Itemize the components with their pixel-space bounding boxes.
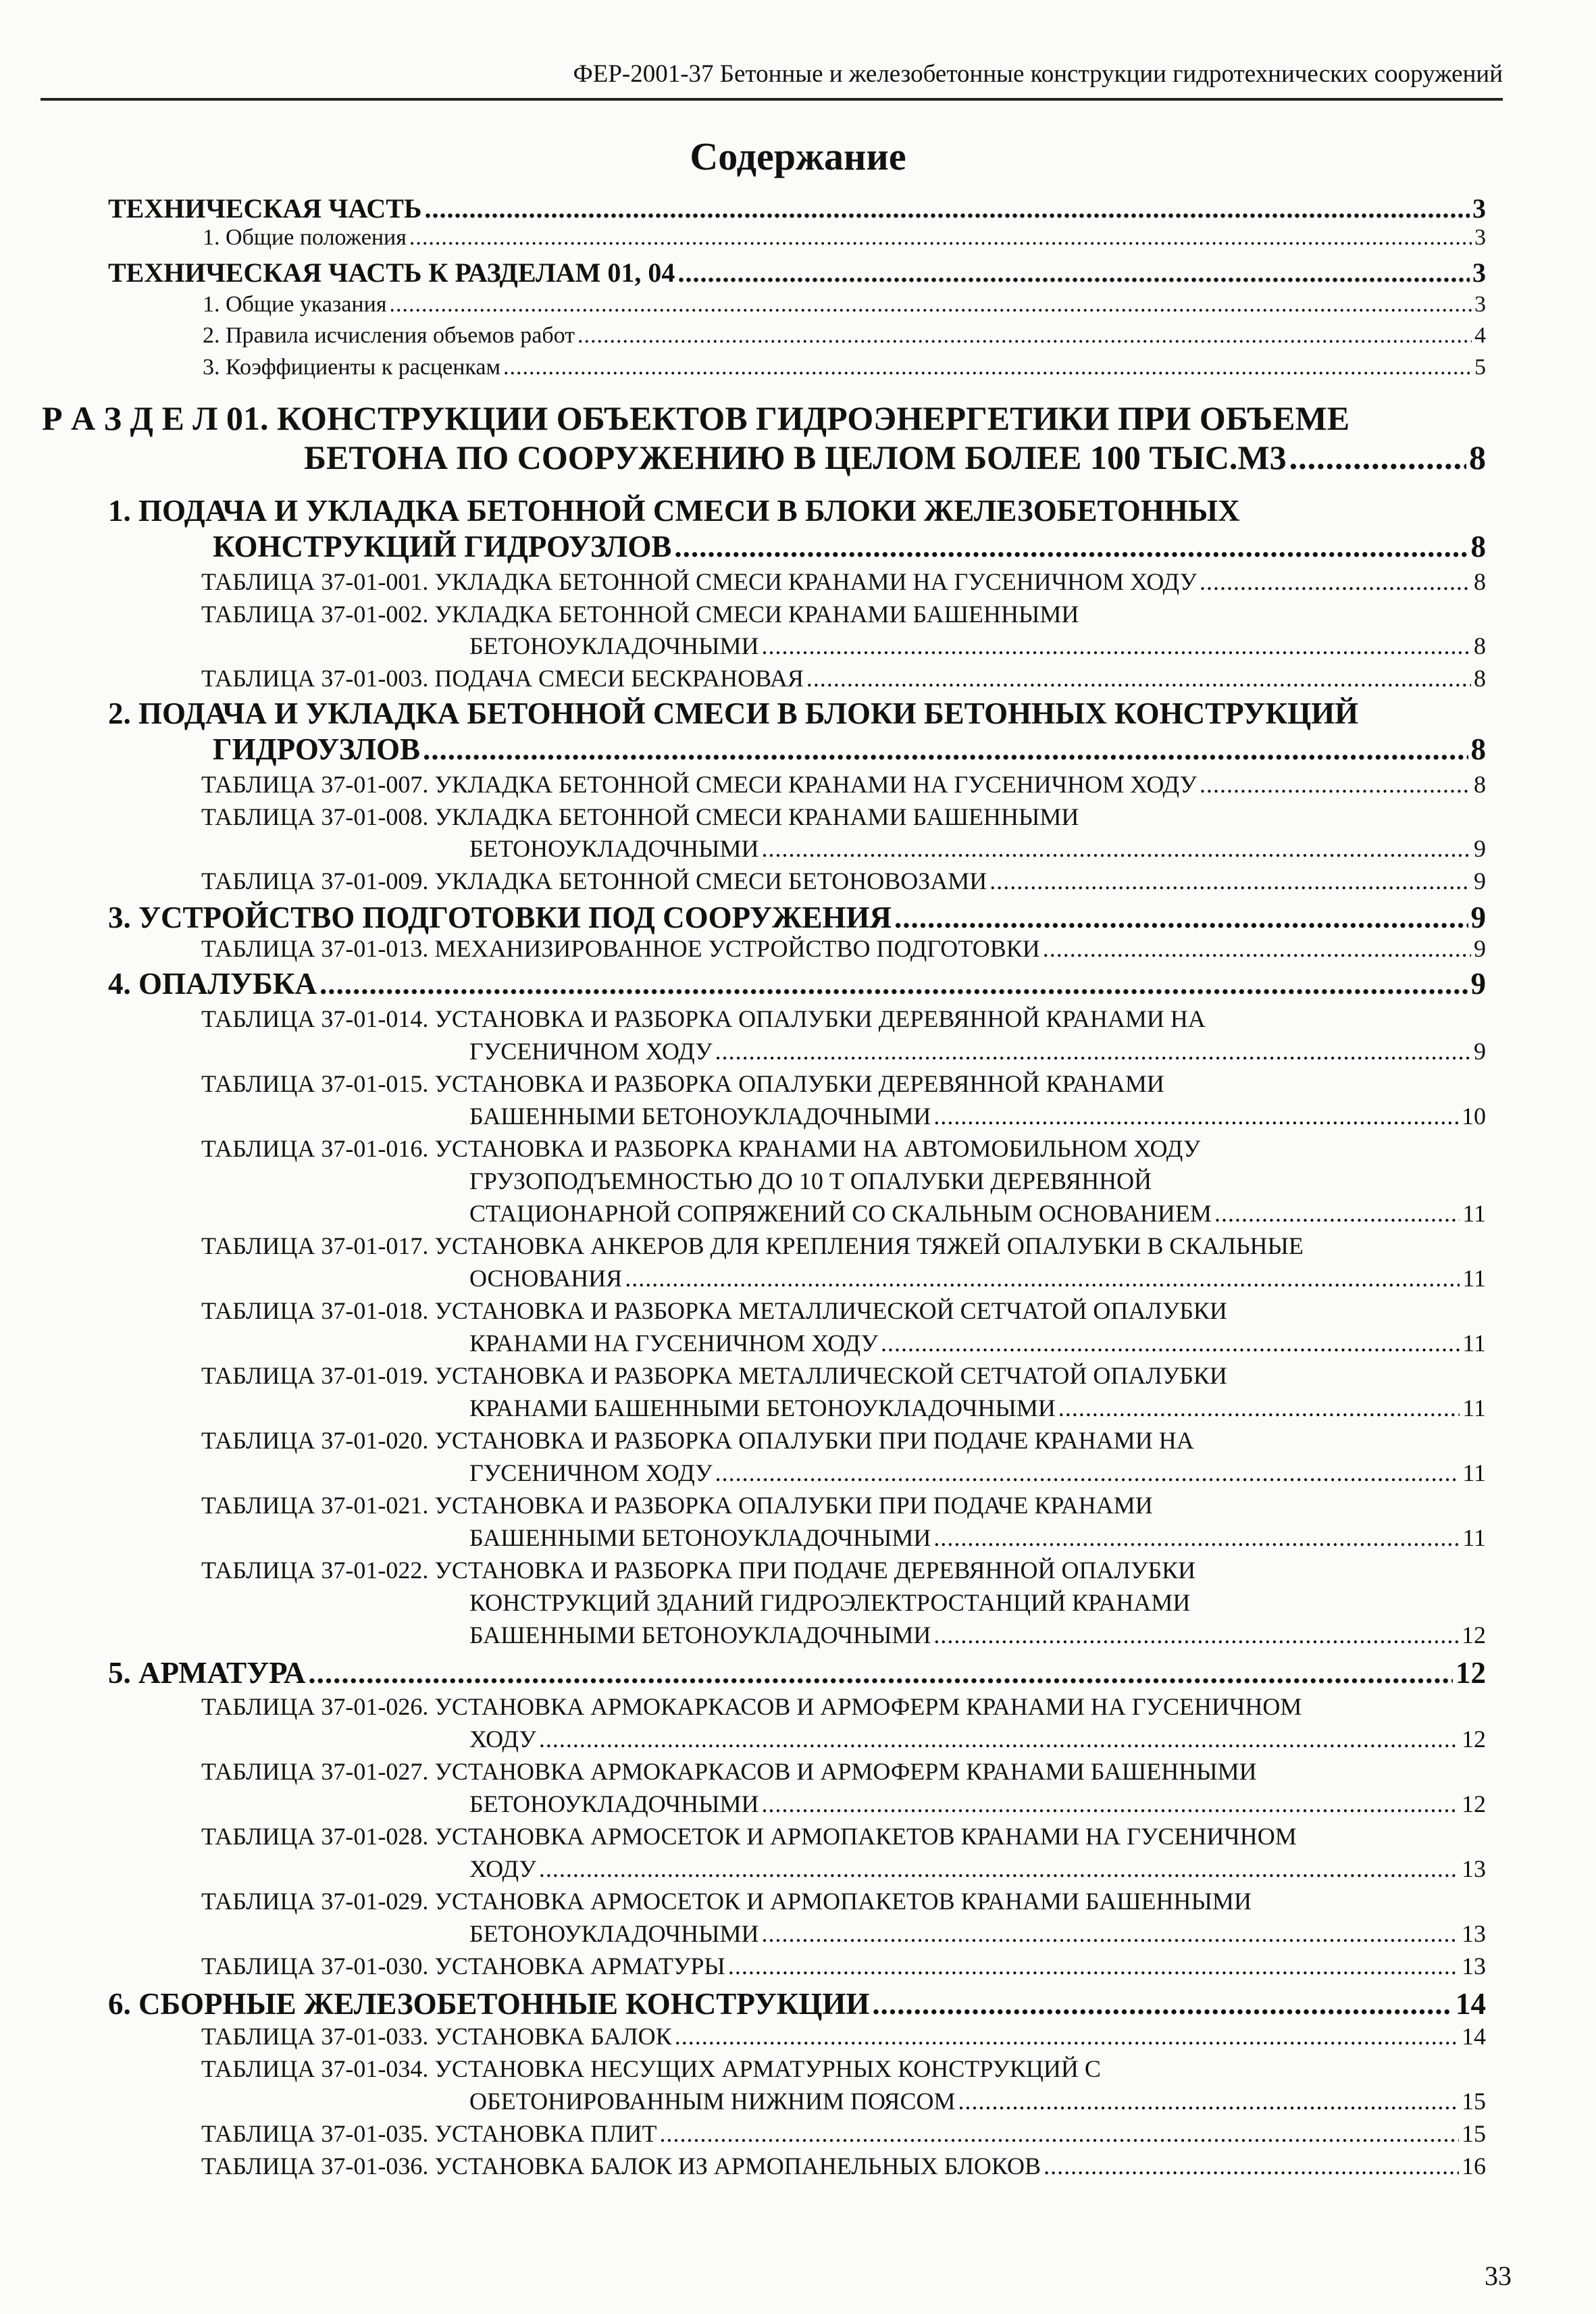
toc-entry-page: 11 bbox=[1462, 1330, 1486, 1357]
toc-entry-page: 10 bbox=[1462, 1103, 1486, 1130]
toc-entry-title: СТАЦИОНАРНОЙ СОПРЯЖЕНИЙ СО СКАЛЬНЫМ ОСНОВАНИЕМ bbox=[469, 1200, 1212, 1227]
dot-leader bbox=[659, 2119, 1459, 2148]
toc-entry-page: 9 bbox=[1470, 901, 1486, 934]
running-header: ФЕР-2001-37 Бетонные и железобетонные конструкции гидротехнических сооружений bbox=[41, 59, 1503, 101]
toc-entry bbox=[201, 664, 1486, 693]
dot-leader bbox=[675, 2022, 1459, 2051]
page-title: Содержание bbox=[690, 134, 906, 178]
dot-leader bbox=[894, 900, 1468, 935]
toc-entry bbox=[469, 1621, 1486, 1649]
dot-leader bbox=[728, 1952, 1459, 1980]
toc-entry-title: ГУСЕНИЧНОМ ХОДУ bbox=[469, 1038, 713, 1065]
toc-entry-page: 11 bbox=[1462, 1459, 1486, 1486]
toc-entry-page: 16 bbox=[1462, 2153, 1486, 2180]
toc-entry bbox=[201, 1232, 1486, 1260]
toc-entry-page: 4 bbox=[1474, 323, 1486, 348]
dot-leader bbox=[715, 1037, 1471, 1065]
toc-entry bbox=[469, 1588, 1486, 1617]
toc-entry bbox=[201, 867, 1486, 895]
toc-entry bbox=[469, 1725, 1486, 1753]
toc-entry-title: КОНСТРУКЦИЙ ЗДАНИЙ ГИДРОЭЛЕКТРОСТАНЦИЙ КРАНАМИ bbox=[469, 1589, 1191, 1616]
toc-entry bbox=[108, 900, 1486, 935]
toc-entry bbox=[469, 1199, 1486, 1228]
toc-entry-title: 1. ПОДАЧА И УКЛАДКА БЕТОННОЙ СМЕСИ В БЛОКИ ЖЕЛЕЗОБЕТОННЫХ bbox=[108, 494, 1240, 528]
toc-entry bbox=[201, 600, 1486, 628]
toc-entry bbox=[469, 1459, 1486, 1487]
toc-entry-title: ТАБЛИЦА 37-01-034. УСТАНОВКА НЕСУЩИХ АРМАТУРНЫХ КОНСТРУКЦИЙ С bbox=[201, 2055, 1101, 2082]
dot-leader bbox=[389, 292, 1472, 318]
toc-entry-title: ТАБЛИЦА 37-01-013. МЕХАНИЗИРОВАННОЕ УСТРОЙСТВО ПОДГОТОВКИ bbox=[201, 935, 1040, 962]
toc-entry bbox=[213, 732, 1486, 767]
dot-leader bbox=[577, 323, 1472, 349]
toc-entry-title: ТАБЛИЦА 37-01-002. УКЛАДКА БЕТОННОЙ СМЕСИ КРАНАМИ БАШЕННЫМИ bbox=[201, 601, 1079, 628]
toc-entry-title: ТЕХНИЧЕСКАЯ ЧАСТЬ К РАЗДЕЛАМ 01, 04 bbox=[108, 257, 675, 288]
toc-entry bbox=[469, 1102, 1486, 1130]
toc-entry-title: ТАБЛИЦА 37-01-026. УСТАНОВКА АРМОКАРКАСОВ И АРМОФЕРМ КРАНАМИ НА ГУСЕНИЧНОМ bbox=[201, 1693, 1302, 1720]
toc-entry-title: 3. Коэффициенты к расценкам bbox=[203, 355, 501, 380]
toc-entry bbox=[201, 1692, 1486, 1721]
toc-entry bbox=[201, 1887, 1486, 1915]
toc-entry bbox=[203, 323, 1486, 349]
dot-leader bbox=[1058, 1394, 1460, 1422]
toc-entry bbox=[108, 1986, 1486, 2021]
toc-entry-title: ТАБЛИЦА 37-01-029. УСТАНОВКА АРМОСЕТОК И АРМОПАКЕТОВ КРАНАМИ БАШЕННЫМИ bbox=[201, 1888, 1252, 1915]
dot-leader bbox=[1200, 770, 1471, 799]
toc-entry-title: 2. Правила исчисления объемов работ bbox=[203, 323, 575, 348]
toc-entry bbox=[201, 1822, 1486, 1851]
toc-entry-title: БЕТОНОУКЛАДОЧНЫМИ bbox=[469, 835, 759, 862]
toc-entry bbox=[201, 934, 1486, 963]
dot-leader bbox=[625, 1264, 1460, 1292]
toc-entry bbox=[201, 770, 1486, 799]
toc-entry bbox=[108, 193, 1486, 224]
toc-entry-page: 15 bbox=[1462, 2088, 1486, 2115]
toc-entry-page: 11 bbox=[1462, 1200, 1486, 1227]
toc-entry-title: ТАБЛИЦА 37-01-028. УСТАНОВКА АРМОСЕТОК И АРМОПАКЕТОВ КРАНАМИ НА ГУСЕНИЧНОМ bbox=[201, 1823, 1297, 1850]
toc-entry-title: 2. ПОДАЧА И УКЛАДКА БЕТОННОЙ СМЕСИ В БЛОКИ БЕТОННЫХ КОНСТРУКЦИЙ bbox=[108, 697, 1359, 730]
toc-entry-title: ХОДУ bbox=[469, 1855, 536, 1882]
dot-leader bbox=[1043, 934, 1471, 963]
toc-entry bbox=[201, 1426, 1486, 1455]
toc-entry bbox=[201, 803, 1486, 831]
toc-entry-page: 12 bbox=[1462, 1790, 1486, 1817]
toc-entry-page: 8 bbox=[1474, 632, 1486, 659]
toc-entry-page: 15 bbox=[1462, 2120, 1486, 2147]
toc-entry-title: ОБЕТОНИРОВАННЫМ НИЖНИМ ПОЯСОМ bbox=[469, 2088, 956, 2115]
toc-entry bbox=[201, 1005, 1486, 1033]
toc-entry-title: ТАБЛИЦА 37-01-015. УСТАНОВКА И РАЗБОРКА ОПАЛУБКИ ДЕРЕВЯННОЙ КРАНАМИ bbox=[201, 1070, 1164, 1097]
toc-entry-title: 5. АРМАТУРА bbox=[108, 1656, 306, 1690]
toc-entry bbox=[469, 2087, 1486, 2115]
toc-entry-title: ТАБЛИЦА 37-01-020. УСТАНОВКА И РАЗБОРКА ОПАЛУБКИ ПРИ ПОДАЧЕ КРАНАМИ НА bbox=[201, 1427, 1194, 1454]
toc-entry-title: ТАБЛИЦА 37-01-003. ПОДАЧА СМЕСИ БЕСКРАНОВАЯ bbox=[201, 665, 804, 692]
toc-entry-title: ТАБЛИЦА 37-01-035. УСТАНОВКА ПЛИТ bbox=[201, 2120, 657, 2147]
toc-entry bbox=[201, 568, 1486, 596]
toc-entry-page: 9 bbox=[1474, 835, 1486, 862]
toc-entry-title: ТАБЛИЦА 37-01-019. УСТАНОВКА И РАЗБОРКА МЕТАЛЛИЧЕСКОЙ СЕТЧАТОЙ ОПАЛУБКИ bbox=[201, 1362, 1227, 1389]
toc-entry-title: 6. СБОРНЫЕ ЖЕЛЕЗОБЕТОННЫЕ КОНСТРУКЦИИ bbox=[108, 1987, 870, 2021]
toc-entry-page: 14 bbox=[1456, 1987, 1486, 2021]
toc-entry bbox=[469, 834, 1486, 863]
dot-leader bbox=[539, 1855, 1459, 1883]
toc-entry bbox=[469, 1394, 1486, 1422]
toc-entry-title: ТАБЛИЦА 37-01-014. УСТАНОВКА И РАЗБОРКА ОПАЛУБКИ ДЕРЕВЯННОЙ КРАНАМИ НА bbox=[201, 1005, 1206, 1032]
toc-entry-page: 12 bbox=[1456, 1656, 1486, 1690]
dot-leader bbox=[1200, 568, 1471, 596]
toc-entry bbox=[201, 1297, 1486, 1325]
toc-entry-title: ТАБЛИЦА 37-01-009. УКЛАДКА БЕТОННОЙ СМЕСИ БЕТОНОВОЗАМИ bbox=[201, 867, 987, 895]
toc-entry bbox=[201, 2022, 1486, 2051]
toc-entry bbox=[201, 1491, 1486, 1519]
toc-entry-page: 8 bbox=[1474, 568, 1486, 595]
toc-entry-title: БАШЕННЫМИ БЕТОНОУКЛАДОЧНЫМИ bbox=[469, 1524, 931, 1551]
dot-leader bbox=[308, 1655, 1453, 1690]
toc-entry-title: ХОДУ bbox=[469, 1726, 536, 1753]
toc-entry bbox=[304, 438, 1486, 477]
toc-entry bbox=[201, 1361, 1486, 1390]
dot-leader bbox=[539, 1725, 1459, 1753]
toc-entry bbox=[213, 529, 1486, 564]
toc-entry bbox=[469, 1524, 1486, 1552]
toc-entry-title: БЕТОНОУКЛАДОЧНЫМИ bbox=[469, 1920, 759, 1947]
toc-entry-page: 9 bbox=[1474, 935, 1486, 962]
dot-leader bbox=[933, 1621, 1459, 1649]
toc-entry-title: БЕТОНОУКЛАДОЧНЫМИ bbox=[469, 632, 759, 659]
dot-leader bbox=[503, 355, 1472, 380]
toc-entry-title: БАШЕННЫМИ БЕТОНОУКЛАДОЧНЫМИ bbox=[469, 1621, 931, 1649]
toc-entry-page: 13 bbox=[1462, 1953, 1486, 1980]
toc-entry bbox=[108, 493, 1486, 528]
toc-entry-page: 5 bbox=[1474, 355, 1486, 380]
toc-entry-title: 3. УСТРОЙСТВО ПОДГОТОВКИ ПОД СООРУЖЕНИЯ bbox=[108, 901, 892, 934]
toc-entry-page: 11 bbox=[1462, 1394, 1486, 1422]
toc-entry-title: ТАБЛИЦА 37-01-018. УСТАНОВКА И РАЗБОРКА МЕТАЛЛИЧЕСКОЙ СЕТЧАТОЙ ОПАЛУБКИ bbox=[201, 1297, 1227, 1324]
toc-entry-title: ТАБЛИЦА 37-01-007. УКЛАДКА БЕТОННОЙ СМЕСИ КРАНАМИ НА ГУСЕНИЧНОМ ХОДУ bbox=[201, 771, 1198, 798]
toc-entry-title: 1. Общие указания bbox=[203, 292, 387, 317]
toc-entry bbox=[469, 1329, 1486, 1357]
toc-entry-page: 13 bbox=[1462, 1920, 1486, 1947]
dot-leader bbox=[423, 732, 1468, 767]
toc-entry bbox=[42, 399, 1486, 438]
toc-entry-title: 4. ОПАЛУБКА bbox=[108, 967, 317, 1001]
toc-entry-title: БЕТОНОУКЛАДОЧНЫМИ bbox=[469, 1790, 759, 1817]
toc-entry bbox=[201, 2152, 1486, 2180]
dot-leader bbox=[409, 225, 1472, 251]
toc-entry bbox=[108, 966, 1486, 1001]
toc-entry-page: 8 bbox=[1474, 665, 1486, 692]
toc-entry-title: ТАБЛИЦА 37-01-033. УСТАНОВКА БАЛОК bbox=[201, 2023, 672, 2050]
page-number: 33 bbox=[1485, 2261, 1512, 2291]
dot-leader bbox=[319, 966, 1468, 1001]
toc-entry bbox=[201, 1952, 1486, 1980]
toc-entry-title: КРАНАМИ НА ГУСЕНИЧНОМ ХОДУ bbox=[469, 1330, 878, 1357]
toc-entry-title: ТАБЛИЦА 37-01-030. УСТАНОВКА АРМАТУРЫ bbox=[201, 1953, 725, 1980]
dot-leader bbox=[762, 1790, 1459, 1818]
dot-leader bbox=[881, 1329, 1460, 1357]
dot-leader bbox=[989, 867, 1471, 895]
toc-entry-title: КОНСТРУКЦИЙ ГИДРОУЗЛОВ bbox=[213, 530, 672, 563]
toc-entry-title: ТАБЛИЦА 37-01-008. УКЛАДКА БЕТОННОЙ СМЕСИ КРАНАМИ БАШЕННЫМИ bbox=[201, 803, 1079, 830]
dot-leader bbox=[933, 1102, 1459, 1130]
toc-entry-page: 8 bbox=[1470, 530, 1486, 563]
toc-entry bbox=[469, 1855, 1486, 1883]
toc-entry bbox=[469, 632, 1486, 660]
dot-leader bbox=[762, 632, 1471, 660]
toc-entry bbox=[108, 696, 1486, 731]
toc-entry-page: 11 bbox=[1462, 1265, 1486, 1292]
toc-entry bbox=[108, 257, 1486, 288]
dot-leader bbox=[1289, 438, 1466, 477]
toc-entry-page: 8 bbox=[1469, 438, 1486, 476]
toc-entry bbox=[203, 225, 1486, 251]
dot-leader bbox=[958, 2087, 1459, 2115]
toc-entry-page: 11 bbox=[1462, 1524, 1486, 1551]
toc-entry-page: 3 bbox=[1474, 292, 1486, 317]
toc-entry bbox=[201, 1757, 1486, 1786]
toc-entry-page: 9 bbox=[1474, 867, 1486, 895]
toc-entry bbox=[201, 2119, 1486, 2148]
toc-entry-title: ТАБЛИЦА 37-01-016. УСТАНОВКА И РАЗБОРКА КРАНАМИ НА АВТОМОБИЛЬНОМ ХОДУ bbox=[201, 1135, 1201, 1162]
toc-entry-title: ТЕХНИЧЕСКАЯ ЧАСТЬ bbox=[108, 193, 422, 224]
toc-entry-page: 14 bbox=[1462, 2023, 1486, 2050]
toc-entry bbox=[469, 1790, 1486, 1818]
toc-entry-title: ГРУЗОПОДЪЕМНОСТЬЮ ДО 10 Т ОПАЛУБКИ ДЕРЕВЯННОЙ bbox=[469, 1167, 1152, 1194]
toc-entry bbox=[203, 355, 1486, 380]
toc-entry-page: 8 bbox=[1470, 732, 1486, 766]
dot-leader bbox=[762, 834, 1471, 863]
dot-leader bbox=[806, 664, 1471, 693]
toc-entry-page: 3 bbox=[1472, 193, 1486, 224]
toc-entry-title: ТАБЛИЦА 37-01-022. УСТАНОВКА И РАЗБОРКА ПРИ ПОДАЧЕ ДЕРЕВЯННОЙ ОПАЛУБКИ bbox=[201, 1557, 1196, 1584]
toc-entry bbox=[201, 2055, 1486, 2083]
toc-entry-title: ТАБЛИЦА 37-01-027. УСТАНОВКА АРМОКАРКАСОВ И АРМОФЕРМ КРАНАМИ БАШЕННЫМИ bbox=[201, 1758, 1257, 1785]
toc-entry-title: ТАБЛИЦА 37-01-021. УСТАНОВКА И РАЗБОРКА ОПАЛУБКИ ПРИ ПОДАЧЕ КРАНАМИ bbox=[201, 1492, 1153, 1519]
toc-entry-title: КРАНАМИ БАШЕННЫМИ БЕТОНОУКЛАДОЧНЫМИ bbox=[469, 1394, 1056, 1422]
toc-entry-page: 13 bbox=[1462, 1855, 1486, 1882]
dot-leader bbox=[1044, 2152, 1459, 2180]
toc-entry-page: 9 bbox=[1470, 967, 1486, 1001]
toc-entry-title: ГУСЕНИЧНОМ ХОДУ bbox=[469, 1459, 713, 1486]
toc-entry bbox=[201, 1134, 1486, 1163]
toc-entry bbox=[469, 1037, 1486, 1065]
toc-entry-page: 8 bbox=[1474, 771, 1486, 798]
toc-entry-page: 3 bbox=[1472, 257, 1486, 288]
dot-leader bbox=[674, 529, 1468, 564]
toc-entry bbox=[108, 1655, 1486, 1690]
dot-leader bbox=[762, 1919, 1459, 1948]
toc-entry bbox=[203, 292, 1486, 318]
toc-entry-page: 12 bbox=[1462, 1726, 1486, 1753]
toc-entry-title: 1. Общие положения bbox=[203, 225, 407, 250]
dot-leader bbox=[1214, 1199, 1460, 1228]
toc-entry bbox=[469, 1167, 1486, 1195]
toc-entry-title: БАШЕННЫМИ БЕТОНОУКЛАДОЧНЫМИ bbox=[469, 1103, 931, 1130]
toc-entry-page: 12 bbox=[1462, 1621, 1486, 1649]
toc-entry-title: БЕТОНА ПО СООРУЖЕНИЮ В ЦЕЛОМ БОЛЕЕ 100 ТЫС.М3 bbox=[304, 438, 1287, 476]
toc-entry-page: 9 bbox=[1474, 1038, 1486, 1065]
toc-entry-page: 3 bbox=[1474, 225, 1486, 250]
toc-entry-title: ГИДРОУЗЛОВ bbox=[213, 732, 421, 766]
toc-entry-title: ТАБЛИЦА 37-01-001. УКЛАДКА БЕТОННОЙ СМЕСИ КРАНАМИ НА ГУСЕНИЧНОМ ХОДУ bbox=[201, 568, 1198, 595]
toc-entry bbox=[469, 1264, 1486, 1292]
dot-leader bbox=[424, 193, 1470, 224]
toc-entry-title: Р А З Д Е Л 01. КОНСТРУКЦИИ ОБЪЕКТОВ ГИДРОЭНЕРГЕТИКИ ПРИ ОБЪЕМЕ bbox=[42, 399, 1350, 437]
dot-leader bbox=[872, 1986, 1453, 2021]
dot-leader bbox=[677, 257, 1470, 288]
toc-entry-title: ТАБЛИЦА 37-01-017. УСТАНОВКА АНКЕРОВ ДЛЯ КРЕПЛЕНИЯ ТЯЖЕЙ ОПАЛУБКИ В СКАЛЬНЫЕ bbox=[201, 1232, 1304, 1259]
dot-leader bbox=[933, 1524, 1460, 1552]
toc-entry bbox=[201, 1556, 1486, 1584]
toc-entry-title: ОСНОВАНИЯ bbox=[469, 1265, 623, 1292]
toc-entry-title: ТАБЛИЦА 37-01-036. УСТАНОВКА БАЛОК ИЗ АРМОПАНЕЛЬНЫХ БЛОКОВ bbox=[201, 2153, 1041, 2180]
toc-entry bbox=[469, 1919, 1486, 1948]
dot-leader bbox=[715, 1459, 1460, 1487]
toc-entry bbox=[201, 1070, 1486, 1098]
